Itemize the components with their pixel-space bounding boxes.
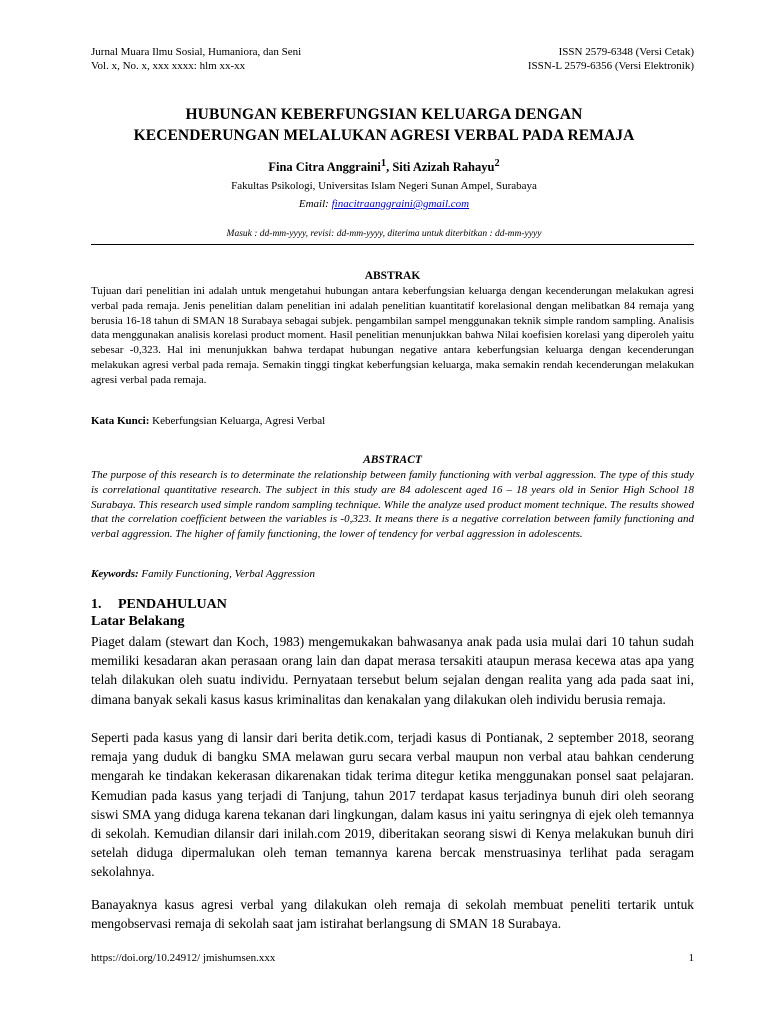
kata-kunci-label: Kata Kunci: [91,415,150,427]
journal-volume: Vol. x, No. x, xxx xxxx: hlm xx-xx [91,60,246,72]
author-list [60,158,708,175]
section-number: 1. [91,597,102,612]
author-2-affiliation-mark: 2 [494,158,500,169]
email-label: Email: [298,198,332,210]
journal-header-right [528,45,694,73]
title-line-2: KECENDERUNGAN MELALUKAN AGRESI VERBAL PADA REMAJA [133,127,635,144]
abstract-heading: ABSTRACT [363,454,422,466]
subsection-heading: Latar Belakang [91,614,185,629]
keywords-values: Family Functioning, Verbal Aggression [138,568,315,580]
author-2: Siti Azizah Rahayu [392,160,495,175]
kata-kunci-values: Keberfungsian Keluarga, Agresi Verbal [149,415,326,427]
doi-link[interactable]: https://doi.org/10.24912/ jmishumsen.xxx [91,952,276,964]
issn-print: ISSN 2579-6348 (Versi Cetak) [558,46,694,58]
body-paragraph-1: Piaget dalam (stewart dan Koch, 1983) mengemukakan bahwasanya anak pada usia mulai dari 10 tahun sudah memiliki kesadaran akan perasaan orang lain dan dapat merasa tersakiti ataupun merasa kecewa atas apa yang telah dilakukan oleh suatu individu. Pernyataan tersebut belum sejalan dengan realita yang ada pada saat ini, dimana banyak sekali kasus kasus kriminalitas dan kenakalan yang dilakukan oleh individu berusia remaja. [91,634,694,707]
submission-dates: Masuk : dd-mm-yyyy, revisi: dd-mm-yyyy, diterima untuk diterbitkan : dd-mm-yyyy [226,229,542,239]
journal-header-left [91,45,301,73]
body-paragraph-3: Banayaknya kasus agresi verbal yang dilakukan oleh remaja di sekolah membuat peneliti tertarik untuk mengobservasi remaja di sekolah saat jam istirahat berlangsung di SMAN 18 Surabaya. [91,897,694,932]
kata-kunci [91,415,694,427]
abstrak-body: Tujuan dari penelitian ini adalah untuk mengetahui hubungan antara keberfungsian keluarga dengan kecenderungan melakukan agresi verbal pada remaja. Jenis penelitian dalam penelitian ini adalah penelitian kuantitatif korelasional dengan melibatkan 84 remaja yang berusia 16-18 tahun di SMAN 18 Surabaya sebagai subjek. pengambilan sampel menggunakan teknik simple random sampling. Analisis data menggunakan analisis korelasi product moment. Hasil penelitian menunjukkan bahwa Nilai koefisien korelasi yang diperoleh yaitu sebesar -0,323. Hal ini menunjukkan bahwa terdapat hubungan negative antara keberfungsian keluarga dengan kecenderungan melakukan agresi verbal pada remaja. Semakin tinggi tingkat keberfungsian keluarga, maka semakin rendah kecenderungan melakukan agresi verbal pada remaja. [91,285,694,386]
section-title: PENDAHULUAN [118,597,227,612]
email-line [60,198,708,210]
paper-title [60,104,708,146]
header-divider [91,244,694,245]
body-paragraph-2: Seperti pada kasus yang di lansir dari berita detik.com, terjadi kasus di Pontianak, 2 september 2018, seorang remaja yang duduk di bangku SMA melawan guru secara verbal maupun non verbal atau bahkan cenderung mengarah ke tindakan kekerasan dikarenakan tidak terima ditegur ketika menggunakan ponsel saat pelajaran. Kemudian pada kasus yang terjadi di Tanjung, tahun 2017 terdapat kasus terjadinya bunuh diri oleh seorang siswi SMA yang diduga karena tekanan dari lingkungan, dalam kasus ini yaitu seringnya di ejek oleh temannya di sekolah. Kemudian dilansir dari inilah.com 2019, diberitakan seorang siswi di Kenya melakukan bunuh diri setelah diduga dipermalukan oleh teman temannya karena bercak menstruasinya terlihat pada seragam sekolahnya. [91,730,694,880]
affiliation: Fakultas Psikologi, Universitas Islam Negeri Sunan Ampel, Surabaya [231,180,537,192]
journal-name: Jurnal Muara Ilmu Sosial, Humaniora, dan Seni [91,46,302,58]
section-heading [91,597,227,613]
keywords-label: Keywords: [91,568,139,580]
email-link[interactable]: finacitraanggraini@gmail.com [331,198,470,210]
author-separator: , [386,160,393,175]
keywords [91,568,694,580]
abstrak-heading: ABSTRAK [364,270,421,282]
abstract-body: The purpose of this research is to determinate the relationship between family functioning with verbal aggression. The type of this study is correlational quantitative research. The subject in this study are 84 adolescent aged 16 – 18 years old in Senior High School 18 Surabaya. This research used simple random sampling technique. While the analyze used product moment technique. The results showed that the correlation coefficient between the variables is -0,323. It means there is a negative correlation between family functioning and verbal aggression. The higher of family functioning, the lower of tendency for verbal aggression in adolescents. [91,469,694,541]
page-number: 1 [688,952,694,964]
author-1-affiliation-mark: 1 [380,158,387,169]
issn-electronic: ISSN-L 2579-6356 (Versi Elektronik) [527,60,694,72]
title-line-1: HUBUNGAN KEBERFUNGSIAN KELUARGA DENGAN [185,106,583,123]
author-1: Fina Citra Anggraini [268,160,381,175]
